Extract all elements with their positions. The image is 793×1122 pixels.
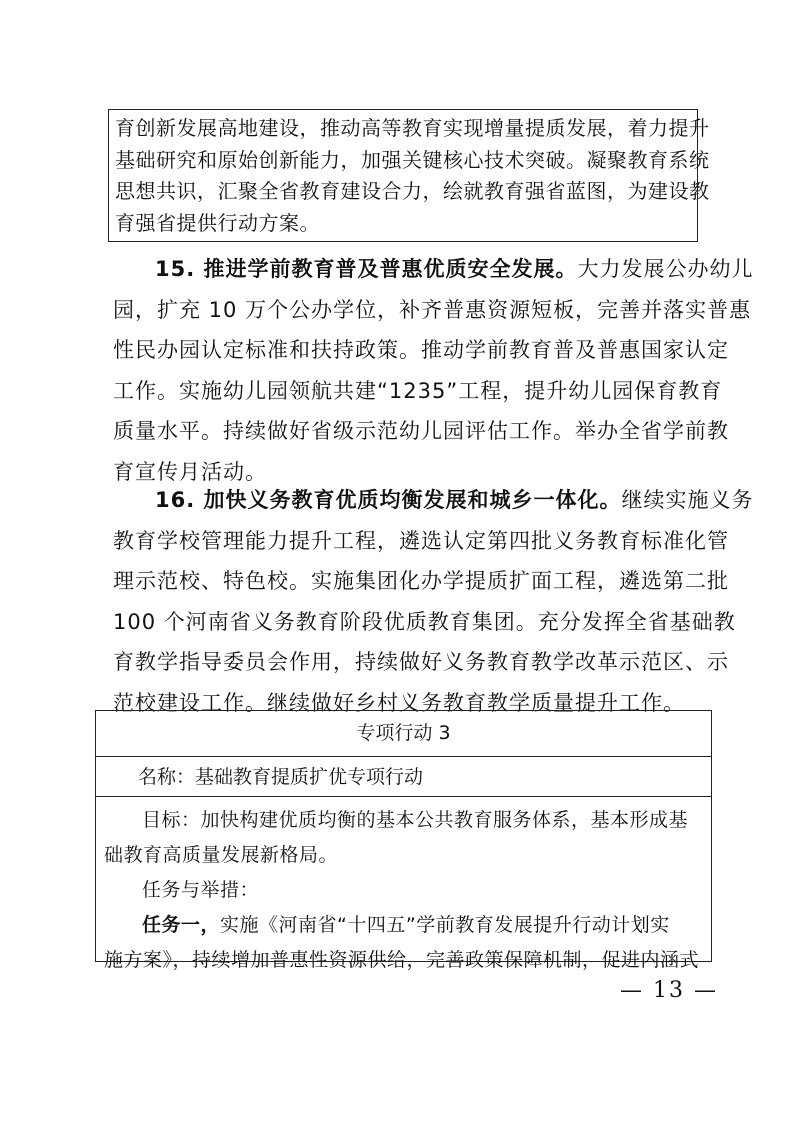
text-line: 育创新发展高地建设，推动高等教育实现增量提质发展，着力提升 bbox=[115, 116, 710, 140]
text-line: 100 个河南省义务教育阶段优质教育集团。充分发挥全省基础教 bbox=[113, 609, 736, 634]
section-16-paragraph bbox=[113, 480, 754, 723]
section-16-heading: 16. 加快义务教育优质均衡发展和城乡一体化。 bbox=[155, 488, 622, 512]
text-line: 工作。实施幼儿园领航共建“1235”工程，提升幼儿园保育教育 bbox=[113, 378, 723, 403]
task-1-label: 任务一， bbox=[142, 914, 221, 936]
text-span: 继续实施义务 bbox=[621, 488, 754, 512]
table-title: 专项行动 3 bbox=[356, 722, 451, 744]
page-number: — 13 — bbox=[620, 978, 718, 1003]
text-span: 大力发展公办幼儿 bbox=[577, 257, 754, 281]
text-line: 育教学指导委员会作用，持续做好义务教育教学改革示范区、示 bbox=[113, 650, 729, 674]
text-line: 理示范校、特色校。实施集团化办学提质扩面工程，遴选第二批 bbox=[113, 569, 729, 593]
section-15-heading: 15. 推进学前教育普及普惠优质安全发展。 bbox=[155, 257, 578, 281]
text-line: 育强省提供行动方案。 bbox=[115, 210, 320, 235]
text-span: 实施《河南省“十四五”学前教育发展提升行动计划实 bbox=[220, 914, 670, 936]
continued-text-box bbox=[108, 109, 710, 242]
goal-line: 目标：加快构建优质均衡的基本公共教育服务体系，基本形成基 bbox=[142, 809, 689, 831]
text-line: 教育学校管理能力提升工程，遴选认定第四批义务教育标准化管 bbox=[113, 528, 729, 553]
text-line: 质量水平。持续做好省级示范幼儿园评估工作。举办全省学前教 bbox=[113, 419, 729, 443]
table-body bbox=[96, 796, 711, 971]
text-line: 育宣传月活动。 bbox=[113, 459, 267, 484]
text-line: 范校建设工作。继续做好乡村义务教育教学质量提升工作。 bbox=[113, 690, 685, 715]
special-action-table bbox=[95, 710, 712, 971]
text-line: 基础研究和原始创新能力，加强关键核心技术突破。凝聚教育系统 bbox=[115, 147, 710, 172]
goal-line: 础教育高质量发展新格局。 bbox=[104, 844, 339, 866]
task-line: 施方案》，持续增加普惠性资源供给，完善政策保障机制，促进内涵式 bbox=[104, 949, 700, 971]
table-name-row: 名称：基础教育提质扩优专项行动 bbox=[96, 756, 711, 796]
text-line: 思想共识，汇聚全省教育建设合力，绘就教育强省蓝图，为建设教 bbox=[115, 179, 710, 203]
tasks-label: 任务与举措： bbox=[142, 879, 260, 901]
section-15-paragraph bbox=[113, 249, 754, 492]
text-line: 园，扩充 10 万个公办学位，补齐普惠资源短板，完善并落实普惠 bbox=[113, 297, 752, 322]
text-line: 性民办园认定标准和扶持政策。推动学前教育普及普惠国家认定 bbox=[113, 338, 729, 362]
